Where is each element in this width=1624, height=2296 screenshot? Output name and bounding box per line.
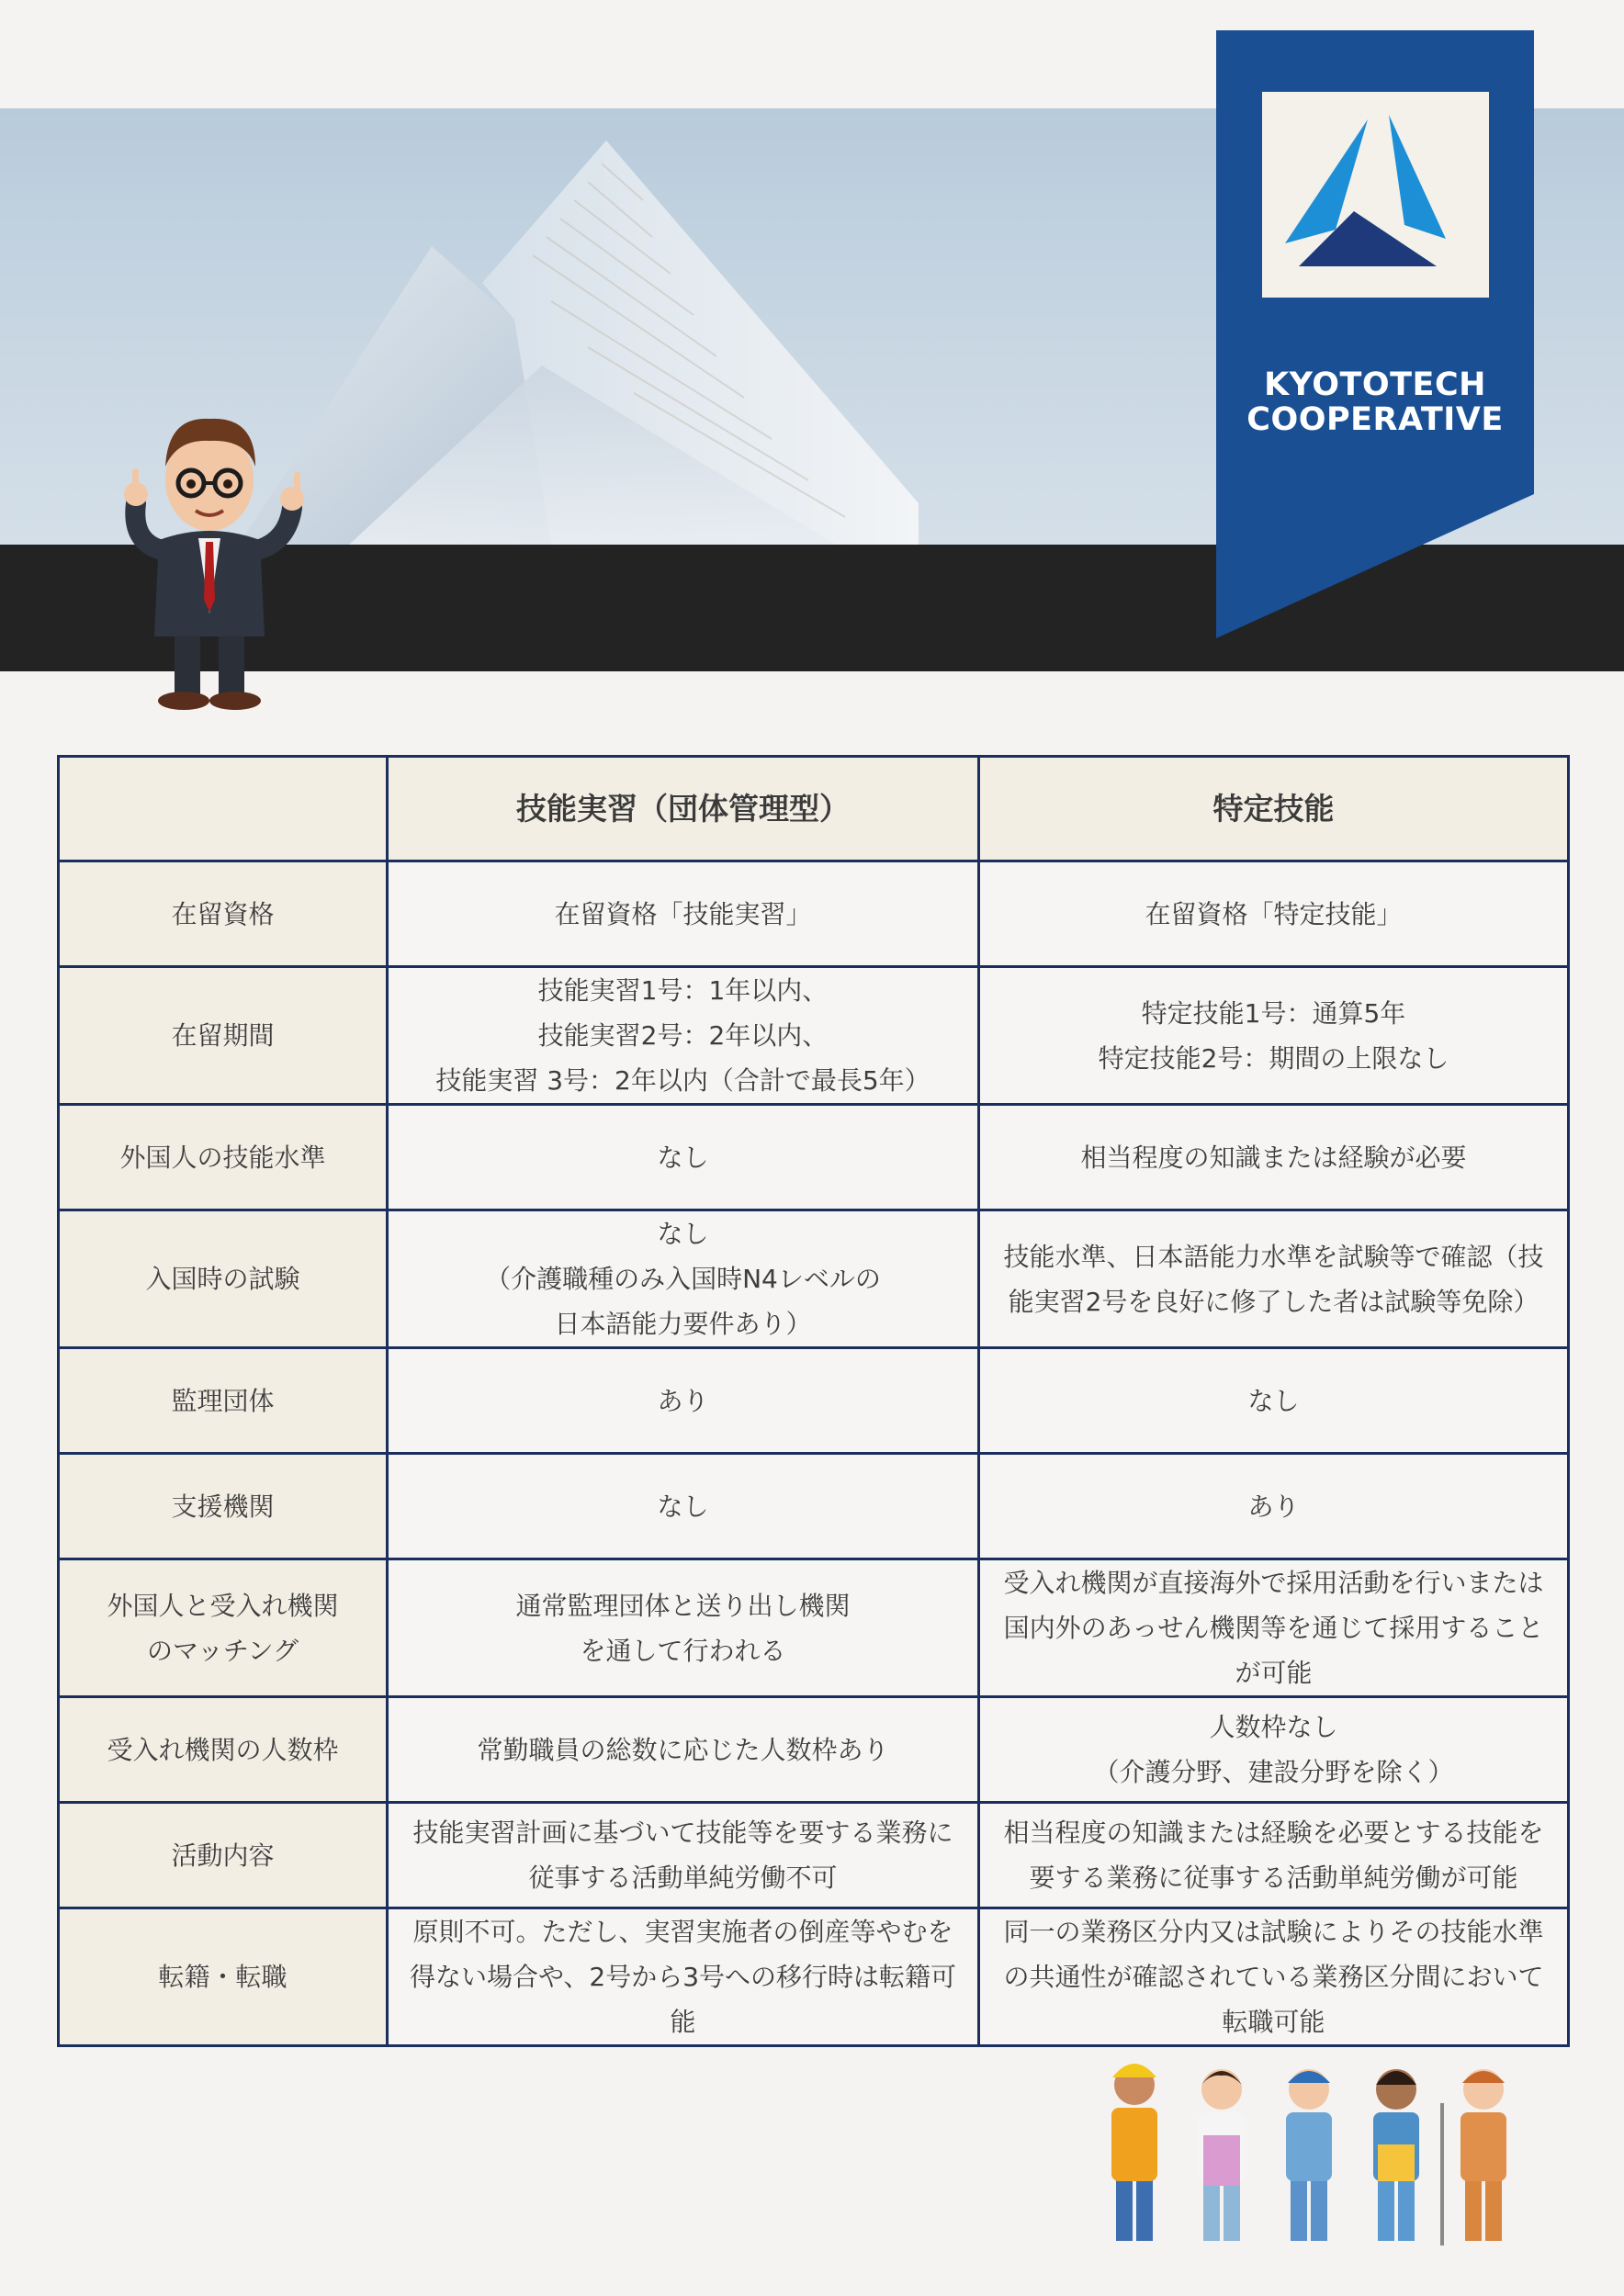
header-blank — [59, 757, 388, 861]
header-technical-intern: 技能実習（団体管理型） — [388, 757, 979, 861]
cell-specified: 技能水準、日本語能力水準を試験等で確認（技 能実習2号を良好に修了した者は試験等免除） — [979, 1210, 1569, 1348]
row-label: 転籍・転職 — [59, 1908, 388, 2046]
brand-logo — [1262, 92, 1489, 298]
table-row — [59, 1348, 1569, 1454]
cell-specified: 在留資格「特定技能」 — [979, 861, 1569, 967]
row-label: 外国人と受入れ機関 のマッチング — [59, 1559, 388, 1697]
businessman-mascot — [118, 402, 329, 719]
row-label: 在留資格 — [59, 861, 388, 967]
row-label: 在留期間 — [59, 967, 388, 1105]
table-row — [59, 1559, 1569, 1697]
workers-illustration — [1088, 2039, 1548, 2255]
triangle-logo-icon — [1262, 92, 1489, 298]
cell-specified: あり — [979, 1454, 1569, 1559]
header-specified-skills: 特定技能 — [979, 757, 1569, 861]
cell-intern: なし — [388, 1105, 979, 1210]
cell-intern: 技能実習1号：1年以内、 技能実習2号：2年以内、 技能実習 3号：2年以内（合計で最長5年） — [388, 967, 979, 1105]
cell-intern: なし — [388, 1454, 979, 1559]
brand-line2: COOPERATIVE — [1246, 401, 1504, 438]
cell-intern: あり — [388, 1348, 979, 1454]
brand-name — [1216, 367, 1534, 437]
cell-intern: なし （介護職種のみ入国時N4レベルの 日本語能力要件あり） — [388, 1210, 979, 1348]
cell-intern: 技能実習計画に基づいて技能等を要する業務に 従事する活動単純労働不可 — [388, 1803, 979, 1908]
row-label: 受入れ機関の人数枠 — [59, 1697, 388, 1803]
cell-specified: なし — [979, 1348, 1569, 1454]
table-row — [59, 1105, 1569, 1210]
table-row — [59, 1908, 1569, 2046]
cell-specified: 相当程度の知識または経験が必要 — [979, 1105, 1569, 1210]
cell-specified: 相当程度の知識または経験を必要とする技能を 要する業務に従事する活動単純労働が可能 — [979, 1803, 1569, 1908]
table-row — [59, 1454, 1569, 1559]
cell-specified: 人数枠なし （介護分野、建設分野を除く） — [979, 1697, 1569, 1803]
cell-intern: 常勤職員の総数に応じた人数枠あり — [388, 1697, 979, 1803]
cell-specified: 特定技能1号：通算5年 特定技能2号：期間の上限なし — [979, 967, 1569, 1105]
cell-intern: 通常監理団体と送り出し機関 を通して行われる — [388, 1559, 979, 1697]
row-label: 支援機関 — [59, 1454, 388, 1559]
cell-specified: 同一の業務区分内又は試験によりその技能水準 の共通性が確認されている業務区分間において 転職可能 — [979, 1908, 1569, 2046]
table-header-row — [59, 757, 1569, 861]
table-row — [59, 1803, 1569, 1908]
cell-intern: 在留資格「技能実習」 — [388, 861, 979, 967]
row-label: 監理団体 — [59, 1348, 388, 1454]
cell-intern: 原則不可。ただし、実習実施者の倒産等やむを 得ない場合や、2号から3号への移行時は転籍可 能 — [388, 1908, 979, 2046]
table-row — [59, 861, 1569, 967]
table-row — [59, 1697, 1569, 1803]
cell-specified: 受入れ機関が直接海外で採用活動を行いまたは 国内外のあっせん機関等を通じて採用すること が可能 — [979, 1559, 1569, 1697]
table-row — [59, 967, 1569, 1105]
row-label: 入国時の試験 — [59, 1210, 388, 1348]
comparison-table — [57, 755, 1570, 2047]
row-label: 活動内容 — [59, 1803, 388, 1908]
row-label: 外国人の技能水準 — [59, 1105, 388, 1210]
brand-line1: KYOTOTECH — [1264, 366, 1486, 403]
table-row — [59, 1210, 1569, 1348]
